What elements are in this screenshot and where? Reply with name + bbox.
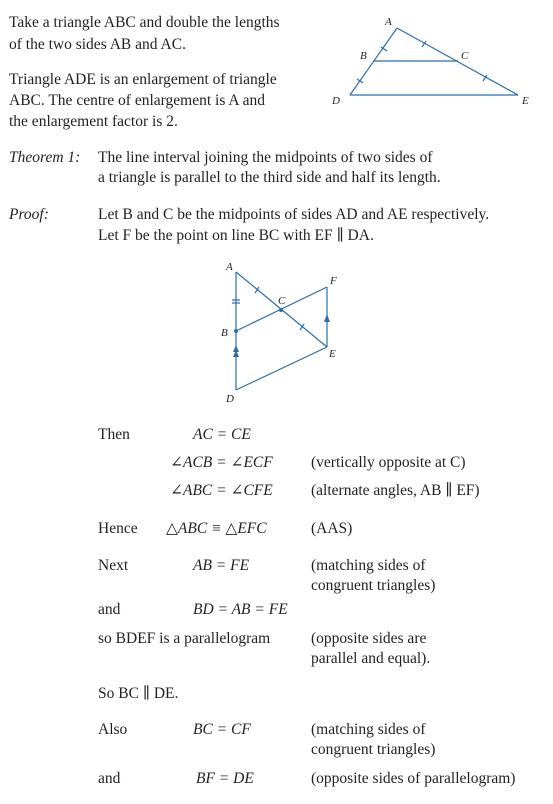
step-reason-cont: congruent triangles) <box>311 741 436 758</box>
label-A2: A <box>226 261 233 273</box>
label-B2: B <box>221 327 228 339</box>
step-reason-cont: congruent triangles) <box>311 577 436 594</box>
step-reason: (matching sides of <box>311 557 426 574</box>
step-reason: (matching sides of <box>311 721 426 738</box>
step-word: Then <box>98 426 130 443</box>
step-reason: (opposite sides of parallelogram) <box>311 770 516 787</box>
step-word: and <box>98 601 121 618</box>
step-statement: BD = AB = FE <box>193 601 288 618</box>
label-B1: B <box>360 50 367 62</box>
label-D1: D <box>332 95 340 107</box>
intro-line-2: of the two sides AB and AC. <box>9 36 186 53</box>
step-word: and <box>98 770 121 787</box>
step-word: Also <box>98 721 128 738</box>
intro-line-3: Triangle ADE is an enlargement of triangle <box>9 71 277 88</box>
step-reason: (vertically opposite at C) <box>311 454 466 471</box>
step-statement: BF = DE <box>196 770 254 787</box>
label-F2: F <box>330 275 337 287</box>
step-word: Hence <box>98 520 138 537</box>
proof-label: Proof: <box>9 206 49 223</box>
step-word: So BC ∥ DE. <box>98 685 179 702</box>
label-C2: C <box>278 295 286 307</box>
theorem-line-2: a triangle is parallel to the third side and half its length. <box>98 169 441 186</box>
step-statement: ∠ABC = ∠CFE <box>170 482 273 499</box>
label-A1: A <box>385 16 392 28</box>
step-statement: AC = CE <box>193 426 251 443</box>
step-statement: AB = FE <box>193 557 250 574</box>
label-C1: C <box>461 50 469 62</box>
step-word: Next <box>98 557 129 574</box>
intro-line-1: Take a triangle ABC and double the lengths <box>9 14 280 31</box>
step-statement: ∠ACB = ∠ECF <box>170 454 273 471</box>
intro-line-4: ABC. The centre of enlargement is A and <box>9 92 265 109</box>
step-reason-cont: parallel and equal). <box>311 650 431 667</box>
proof-line-2: Let F be the point on line BC with EF ∥ DA. <box>98 227 374 244</box>
step-reason: (alternate angles, AB ∥ EF) <box>311 482 480 499</box>
theorem-line-1: The line interval joining the midpoints of two sides of <box>98 149 433 166</box>
label-D2: D <box>226 393 234 405</box>
step-statement: BC = CF <box>193 721 251 738</box>
label-E1: E <box>522 95 529 107</box>
proof-line-1: Let B and C be the midpoints of sides AD and AE respectively. <box>98 206 490 223</box>
label-E2: E <box>329 348 336 360</box>
step-reason: (opposite sides are <box>311 630 427 647</box>
step-statement: △ABC ≡ △EFC <box>166 520 267 537</box>
theorem-label: Theorem 1: <box>9 149 81 166</box>
intro-line-5: the enlargement factor is 2. <box>9 113 178 130</box>
step-reason: (AAS) <box>311 520 353 537</box>
step-word: so BDEF is a parallelogram <box>98 630 271 647</box>
